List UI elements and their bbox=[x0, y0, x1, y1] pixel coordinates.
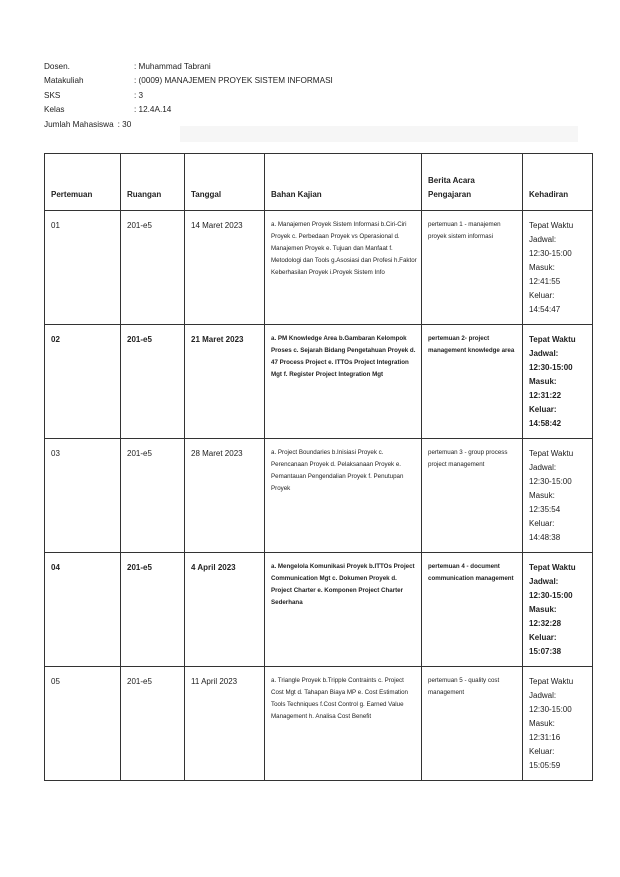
header-band bbox=[180, 126, 578, 142]
header-bahan-kajian: Bahan Kajian bbox=[265, 154, 422, 211]
jumlah-value: : 30 bbox=[117, 119, 132, 129]
cell-tanggal: 28 Maret 2023 bbox=[185, 439, 265, 553]
cell-berita-acara: pertemuan 1 - manajemen proyek sistem informasi bbox=[422, 211, 523, 325]
kelas-label: Kelas bbox=[44, 105, 65, 115]
cell-kehadiran: Tepat Waktu Jadwal: 12:30-15:00 Masuk: 12:31:22 Keluar: 14:58:42 bbox=[523, 325, 593, 439]
header-berita-acara: Berita Acara Pengajaran bbox=[422, 154, 523, 211]
cell-kehadiran: Tepat Waktu Jadwal: 12:30-15:00 Masuk: 12:35:54 Keluar: 14:48:38 bbox=[523, 439, 593, 553]
cell-bahan-kajian: a. Mengelola Komunikasi Proyek b.ITTOs Project Communication Mgt c. Dokumen Proyek d. Project Charter e. Komponen Project Charter Sederhana bbox=[265, 553, 422, 667]
cell-kehadiran: Tepat Waktu Jadwal: 12:30-15:00 Masuk: 12:32:28 Keluar: 15:07:38 bbox=[523, 553, 593, 667]
header-tanggal: Tanggal bbox=[185, 154, 265, 211]
matakuliah-row bbox=[44, 74, 333, 88]
cell-berita-acara: pertemuan 4 - document communication management bbox=[422, 553, 523, 667]
sks-label: SKS bbox=[44, 90, 61, 100]
cell-tanggal: 14 Maret 2023 bbox=[185, 211, 265, 325]
dosen-label: Dosen. bbox=[44, 62, 70, 71]
cell-bahan-kajian: a. Manajemen Proyek Sistem Informasi b.Ciri-Ciri Proyek c. Perbedaan Proyek vs Operasional d. Manajemen Proyek e. Tujuan dan Manfaat f. Metodologi dan Tools g.Asosiasi dan Profesi h.Faktor Keberhasilan Proyek i.Proyek Sistem Info bbox=[265, 211, 422, 325]
cell-bahan-kajian: a. Triangle Proyek b.Tripple Contraints c. Project Cost Mgt d. Tahapan Biaya MP e. Cost Estimation Tools Techniques f.Cost Control g. Earned Value Management h. Analisa Cost Benefit bbox=[265, 667, 422, 781]
cell-ruangan: 201-e5 bbox=[121, 211, 185, 325]
header-ruangan: Ruangan bbox=[121, 154, 185, 211]
sks-value: : 3 bbox=[134, 90, 144, 100]
dosen-row bbox=[44, 60, 333, 74]
header-pertemuan: Pertemuan bbox=[45, 154, 121, 211]
cell-pertemuan: 05 bbox=[45, 667, 121, 781]
header-kehadiran: Kehadiran bbox=[523, 154, 593, 211]
cell-berita-acara: pertemuan 5 - quality cost management bbox=[422, 667, 523, 781]
kelas-value: : 12.4A.14 bbox=[134, 105, 172, 115]
jumlah-label: Jumlah Mahasiswa bbox=[44, 119, 114, 129]
cell-ruangan: 201-e5 bbox=[121, 553, 185, 667]
dosen-value: : Muhammad Tabrani bbox=[134, 62, 211, 71]
cell-pertemuan: 04 bbox=[45, 553, 121, 667]
table-row bbox=[45, 667, 593, 781]
cell-bahan-kajian: a. PM Knowledge Area b.Gambaran Kelompok Proses c. Sejarah Bidang Pengetahuan Proyek d. 47 Process Project e. ITTOs Project Integration Mgt f. Register Project Integration Mgt bbox=[265, 325, 422, 439]
table-row bbox=[45, 325, 593, 439]
cell-tanggal: 11 April 2023 bbox=[185, 667, 265, 781]
course-info bbox=[44, 60, 333, 132]
cell-berita-acara: pertemuan 2- project management knowledge area bbox=[422, 325, 523, 439]
sks-row bbox=[44, 89, 333, 103]
cell-ruangan: 201-e5 bbox=[121, 667, 185, 781]
cell-ruangan: 201-e5 bbox=[121, 325, 185, 439]
cell-pertemuan: 03 bbox=[45, 439, 121, 553]
cell-ruangan: 201-e5 bbox=[121, 439, 185, 553]
cell-berita-acara: pertemuan 3 - group process project management bbox=[422, 439, 523, 553]
table-row bbox=[45, 211, 593, 325]
table-row bbox=[45, 553, 593, 667]
cell-pertemuan: 01 bbox=[45, 211, 121, 325]
matakuliah-value: : (0009) MANAJEMEN PROYEK SISTEM INFORMASI bbox=[134, 76, 333, 86]
table-row bbox=[45, 439, 593, 553]
cell-kehadiran: Tepat Waktu Jadwal: 12:30-15:00 Masuk: 12:41:55 Keluar: 14:54:47 bbox=[523, 211, 593, 325]
cell-tanggal: 4 April 2023 bbox=[185, 553, 265, 667]
attendance-table bbox=[44, 153, 593, 781]
cell-kehadiran: Tepat Waktu Jadwal: 12:30-15:00 Masuk: 12:31:16 Keluar: 15:05:59 bbox=[523, 667, 593, 781]
matakuliah-label: Matakuliah bbox=[44, 76, 84, 86]
cell-pertemuan: 02 bbox=[45, 325, 121, 439]
table-header-row bbox=[45, 154, 593, 211]
cell-bahan-kajian: a. Project Boundaries b.Inisiasi Proyek c. Perencanaan Proyek d. Pelaksanaan Proyek e. Pemantauan Pengendalian Proyek f. Penutupan Proyek bbox=[265, 439, 422, 553]
cell-tanggal: 21 Maret 2023 bbox=[185, 325, 265, 439]
kelas-row bbox=[44, 103, 333, 117]
